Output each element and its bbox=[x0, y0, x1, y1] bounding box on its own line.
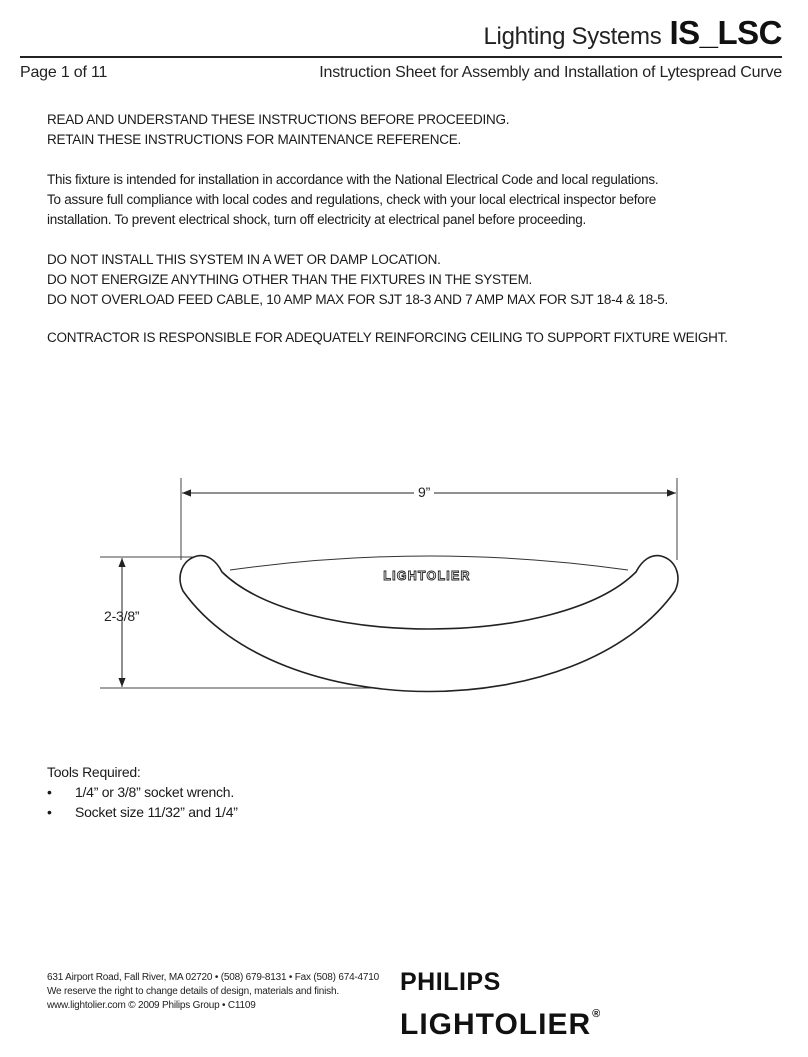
address-line: 631 Airport Road, Fall River, MA 02720 • (508) 679-8131 • Fax (508) 674-4710 bbox=[47, 972, 380, 983]
footer-address bbox=[47, 971, 379, 1013]
text-line: CONTRACTOR IS RESPONSIBLE FOR ADEQUATELY REINFORCING CEILING TO SUPPORT FIXTURE WEIGHT. bbox=[47, 330, 728, 345]
fixture-diagram bbox=[0, 460, 808, 700]
text-line: RETAIN THESE INSTRUCTIONS FOR MAINTENANCE REFERENCE. bbox=[47, 132, 462, 147]
fixture-drawing bbox=[0, 460, 808, 700]
tool-text: Socket size 11/32” and 1/4” bbox=[75, 804, 238, 820]
text-line: DO NOT INSTALL THIS SYSTEM IN A WET OR DAMP LOCATION. bbox=[47, 252, 441, 267]
warning-read-instructions bbox=[47, 110, 787, 150]
header-divider bbox=[20, 56, 782, 58]
philips-logo: PHILIPS bbox=[400, 968, 501, 996]
tools-heading: Tools Required: bbox=[47, 764, 141, 780]
text-line: This fixture is intended for installation in accordance with the National Electrical Code and local regulations. bbox=[47, 172, 659, 187]
installation-notice bbox=[47, 170, 787, 230]
text-line: READ AND UNDERSTAND THESE INSTRUCTIONS BEFORE PROCEEDING. bbox=[47, 112, 510, 127]
text-line: installation. To prevent electrical shock, turn off electricity at electrical panel before proceeding. bbox=[47, 212, 587, 227]
document-code: IS_LSC bbox=[669, 14, 782, 51]
bullet: • bbox=[47, 804, 52, 820]
list-item bbox=[47, 782, 238, 802]
lightolier-logo bbox=[400, 1008, 600, 1042]
page-number: Page 1 of 11 bbox=[20, 64, 108, 81]
text-line: DO NOT OVERLOAD FEED CABLE, 10 AMP MAX FOR SJT 18-3 AND 7 AMP MAX FOR SJT 18-4 & 18-5. bbox=[47, 292, 668, 307]
tools-section bbox=[47, 762, 238, 822]
registered-mark: ® bbox=[592, 1008, 601, 1020]
tools-list bbox=[47, 782, 238, 822]
text-line: To assure full compliance with local codes and regulations, check with your local electrical inspector before bbox=[47, 192, 657, 207]
disclaimer-line: We reserve the right to change details of design, materials and finish. bbox=[47, 986, 339, 997]
bullet: • bbox=[47, 784, 52, 800]
header-title bbox=[483, 14, 782, 52]
text-line: DO NOT ENERGIZE ANYTHING OTHER THAN THE FIXTURES IN THE SYSTEM. bbox=[47, 272, 533, 287]
tool-text: 1/4” or 3/8” socket wrench. bbox=[75, 784, 234, 800]
website-line: www.lightolier.com © 2009 Philips Group • C1109 bbox=[47, 1000, 256, 1011]
contractor-notice bbox=[47, 328, 787, 348]
width-dimension-label: 9” bbox=[414, 484, 434, 500]
system-warnings bbox=[47, 250, 787, 310]
height-dimension-label: 2-3/8” bbox=[104, 608, 140, 624]
list-item bbox=[47, 802, 238, 822]
document-subtitle: Instruction Sheet for Assembly and Installation of Lytespread Curve bbox=[319, 64, 782, 81]
fixture-brand-text: LIGHTOLIER bbox=[383, 569, 471, 583]
lightolier-wordmark: LIGHTOLIER bbox=[400, 1008, 592, 1041]
fixture-diffuser-edge bbox=[230, 556, 628, 570]
brand-line: Lighting Systems bbox=[483, 23, 662, 50]
